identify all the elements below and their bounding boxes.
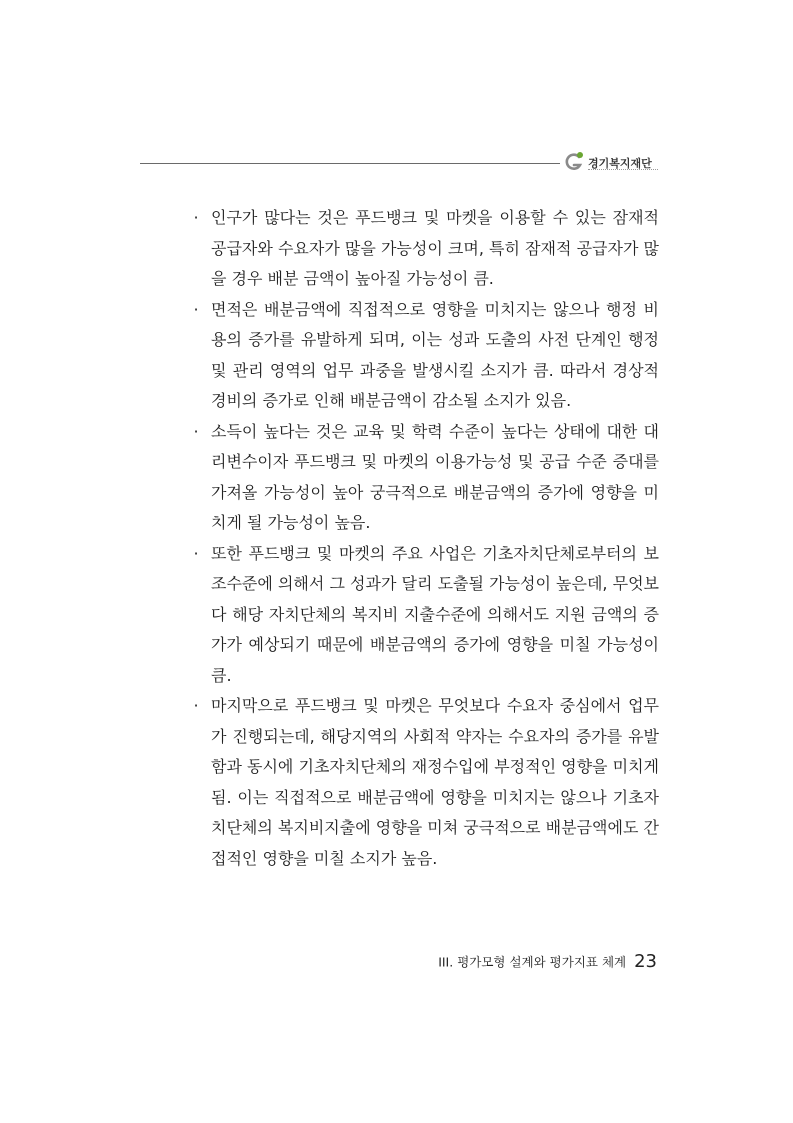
bullet-marker: · [193, 421, 199, 441]
header-rule [140, 163, 560, 164]
bullet-marker: · [193, 208, 199, 227]
list-item-text: 또한 푸드뱅크 및 마켓의 주요 사업은 기초자치단체로부터의 보조수준에 의해서 그 성과가 달리 도출될 가능성이 높은데, 무엇보다 해당 자치단체의 복지비 지출수준에 의해서도 지원 금액의 증가가 예상되기 때문에 배분금액의 증가에 영향을 미칠 가능성이 큼. [211, 543, 659, 685]
list-item [189, 691, 659, 874]
list-item-text: 소득이 높다는 것은 교육 및 학력 수준이 높다는 상태에 대한 대리변수이자 푸드뱅크 및 마켓의 이용가능성 및 공급 수준 증대를 가져올 가능성이 높아 궁극적으로 배분금액의 증가에 영향을 미치게 될 가능성이 높음. [211, 421, 659, 532]
list-item-text: 면적은 배분금액에 직접적으로 영향을 미치지는 않으나 행정 비용의 증가를 유발하게 되며, 이는 성과 도출의 사전 단계인 행정 및 관리 영역의 업무 과중을 발생시킬 소지가 큼. 따라서 경상적 경비의 증가로 인해 배분금액이 감소될 소지가 있음. [211, 299, 659, 410]
list-item-text: 마지막으로 푸드뱅크 및 마켓은 무엇보다 수요자 중심에서 업무가 진행되는데, 해당지역의 사회적 약자는 수요자의 증가를 유발함과 동시에 기초자치단체의 재정수입에 부정적인 영향을 미치게 됨. 이는 직접적으로 배분금액에 영향을 미치지는 않으나 기초자치단체의 복지비지출에 영향을 미쳐 궁극적으로 배분금액에도 간접적인 영향을 미칠 소지가 높음. [211, 696, 659, 868]
list-item [189, 539, 659, 692]
foundation-logo-icon [564, 151, 584, 173]
list-item [189, 417, 659, 539]
org-name: 경기복지재단 [588, 157, 652, 170]
list-item [189, 203, 659, 295]
page-footer [438, 951, 657, 972]
org-subtitle-line [588, 169, 658, 172]
org-logo [562, 148, 662, 178]
chapter-title: III. 평가모형 설계와 평가지표 체계 [438, 954, 627, 970]
page-number: 23 [634, 951, 657, 972]
bullet-marker: · [193, 299, 199, 319]
list-item [189, 295, 659, 417]
bullet-marker: · [193, 543, 199, 563]
bullet-marker: · [193, 696, 199, 715]
bullet-list [189, 203, 659, 874]
list-item-text: 인구가 많다는 것은 푸드뱅크 및 마켓을 이용할 수 있는 잠재적 공급자와 수요자가 많을 가능성이 크며, 특히 잠재적 공급자가 많을 경우 배분 금액이 높아질 가능성이 큼. [211, 208, 659, 288]
